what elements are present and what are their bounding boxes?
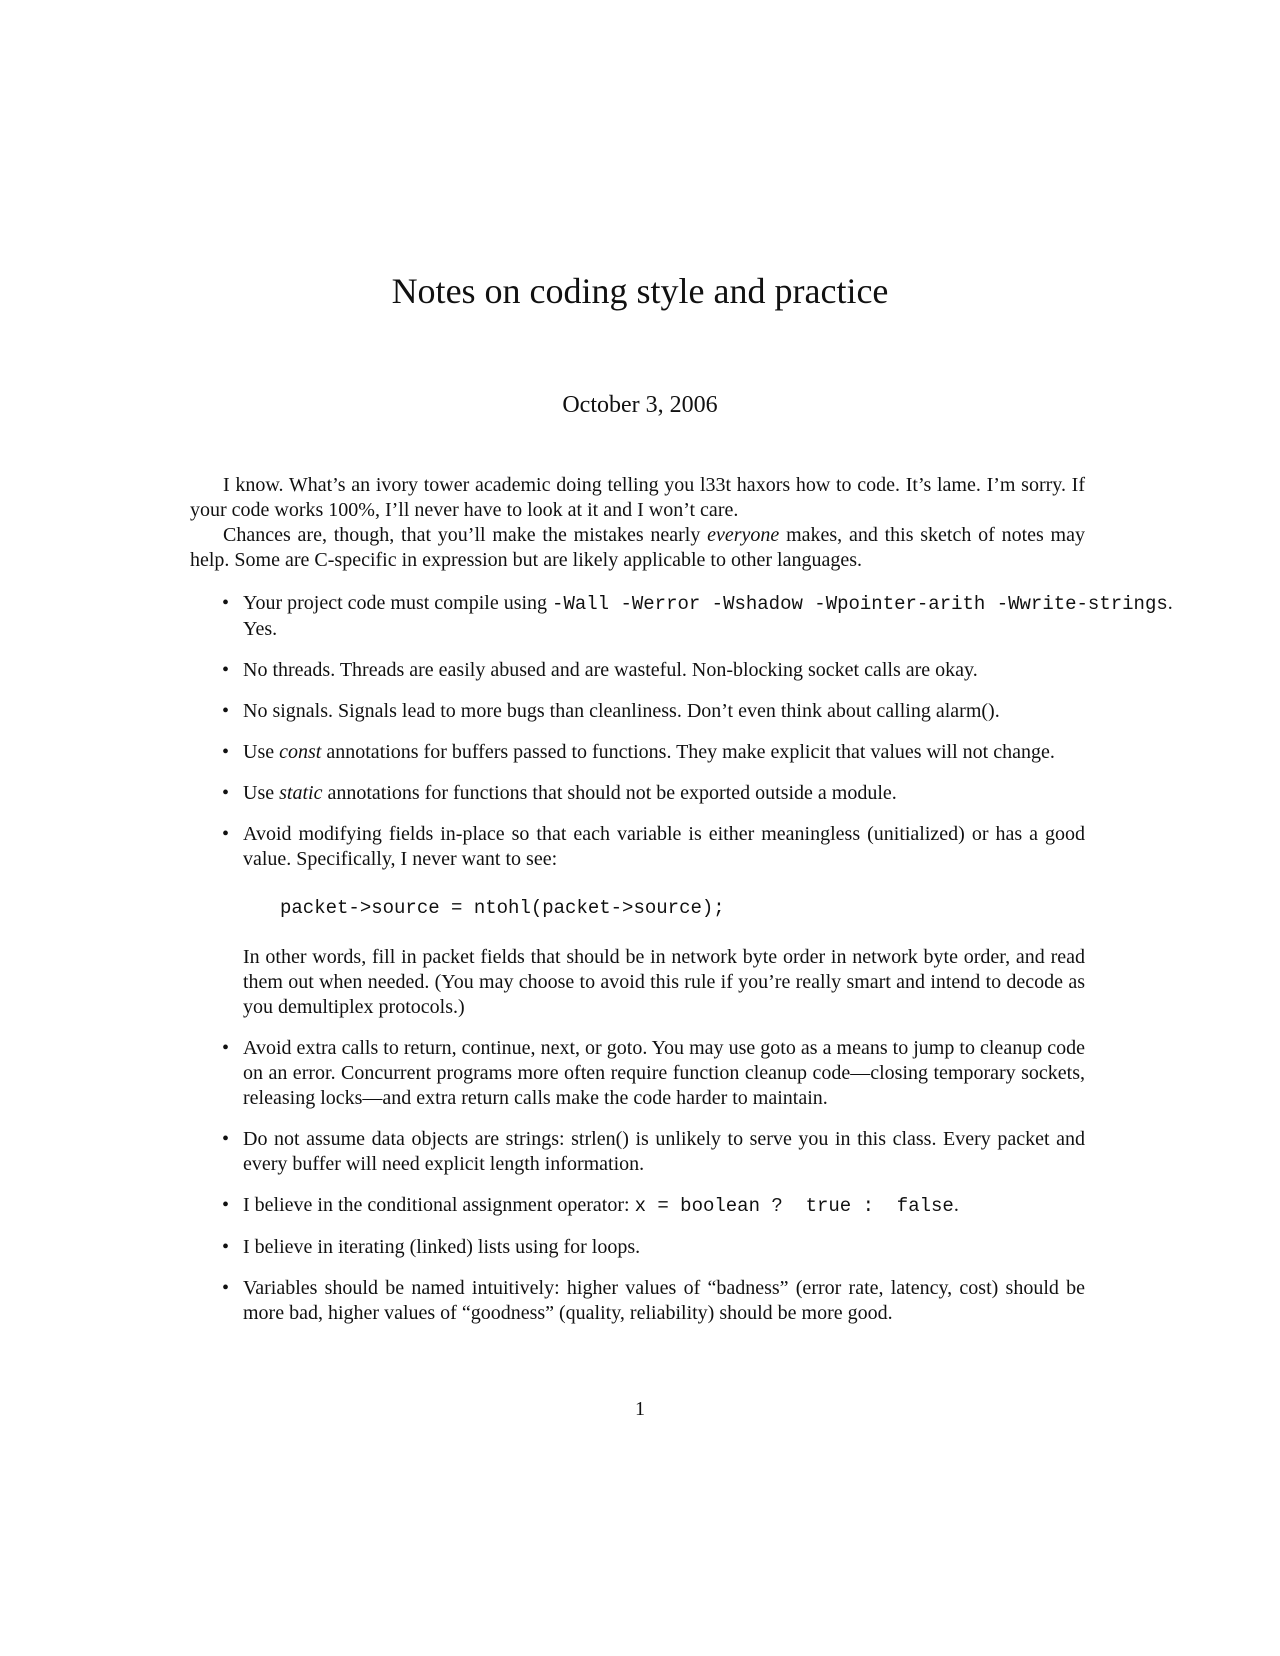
bullet-icon: •: [222, 1194, 230, 1216]
guideline-list: [190, 591, 1173, 1326]
list-item-text: I believe in the conditional assignment operator:: [243, 1194, 635, 1216]
page-title: Notes on coding style and practice: [391, 271, 889, 311]
bullet-icon: •: [222, 782, 230, 804]
list-item: [190, 1193, 1085, 1219]
intro-p2-text-end: makes, and this sketch of notes may help. Some are C-specific in expression but are likely applicable to other languages.: [190, 524, 1085, 571]
list-item-text: No threads. Threads are easily abused and are wasteful. Non-blocking socket calls are okay.: [243, 659, 978, 681]
list-item-line: [243, 592, 1173, 614]
list-item: [190, 699, 1085, 724]
code-block: packet->source = ntohl(packet->source);: [280, 897, 725, 919]
list-item-text: I believe in iterating (linked) lists using for loops.: [243, 1236, 641, 1258]
list-item-text: Avoid extra calls to return, continue, next, or goto. You may use goto as a means to jump to cleanup code on an error. Concurrent programs more often require function cleanup code—closing temporary sockets, releasing locks—and extra return calls make the code harder to maintain.: [243, 1037, 1085, 1109]
list-item-text: In other words, fill in packet fields that should be in network byte order in network byte order, and read them out when needed. (You may choose to avoid this rule if you’re really smart and intend to decode as you demultiplex protocols.): [243, 946, 1085, 1018]
bullet-icon: •: [222, 1277, 230, 1299]
intro-paragraph-2: [190, 523, 1085, 573]
bullet-icon: •: [222, 659, 230, 681]
list-item: [190, 781, 1085, 806]
list-item: [190, 1235, 1085, 1260]
list-item: [190, 1127, 1085, 1177]
list-item-text: Yes.: [243, 618, 278, 640]
intro-p2-emphasis: everyone: [707, 524, 780, 546]
list-item: [190, 658, 1085, 683]
inline-code: x = boolean ? true : false: [634, 1195, 954, 1217]
list-item: [190, 822, 1085, 1020]
list-item-emphasis: static: [279, 782, 323, 804]
list-item: [190, 1036, 1085, 1111]
document-date: October 3, 2006: [562, 392, 718, 418]
list-item-punct: .: [1167, 592, 1173, 614]
list-item-text: Avoid modifying fields in-place so that each variable is either meaningless (unitialized) or has a good value. Specifically, I never want to see:: [243, 823, 1085, 870]
list-item-text: Your project code must compile using: [243, 592, 553, 614]
bullet-icon: •: [222, 700, 230, 722]
list-item: [190, 1276, 1085, 1326]
list-item: [190, 591, 1173, 642]
intro-p2-text: Chances are, though, that you’ll make the mistakes nearly: [223, 524, 708, 546]
bullet-icon: •: [222, 1128, 230, 1150]
list-item-text: Do not assume data objects are strings: strlen() is unlikely to serve you in this class. Every packet and every buffer will need explicit length information.: [243, 1128, 1085, 1175]
bullet-icon: •: [222, 1037, 230, 1059]
list-item-emphasis: const: [279, 741, 322, 763]
list-item: [190, 740, 1085, 765]
intro-paragraph-1: I know. What’s an ivory tower academic doing telling you l33t haxors how to code. It’s lame. I’m sorry. If your code works 100%, I’ll never have to look at it and I won’t care.: [190, 474, 1085, 521]
bullet-icon: •: [222, 823, 230, 845]
list-item-text: Use: [243, 782, 280, 804]
bullet-icon: •: [222, 592, 230, 614]
document-body: [190, 473, 1173, 1342]
list-item-text: annotations for functions that should not be exported outside a module.: [322, 782, 897, 804]
bullet-icon: •: [222, 1236, 230, 1258]
list-item-text: annotations for buffers passed to functions. They make explicit that values will not change.: [321, 741, 1055, 763]
compiler-flags-code: -Wall -Werror -Wshadow -Wpointer-arith -Wwrite-strings: [552, 593, 1168, 615]
bullet-icon: •: [222, 741, 230, 763]
page-number: 1: [635, 1398, 645, 1420]
list-item-text: Use: [243, 741, 280, 763]
list-item-punct: .: [953, 1194, 959, 1216]
list-item-text: No signals. Signals lead to more bugs than cleanliness. Don’t even think about calling alarm().: [243, 700, 1000, 722]
list-item-text: Variables should be named intuitively: higher values of “badness” (error rate, latency, cost) should be more bad, higher values of “goodness” (quality, reliability) should be more good.: [243, 1277, 1085, 1324]
